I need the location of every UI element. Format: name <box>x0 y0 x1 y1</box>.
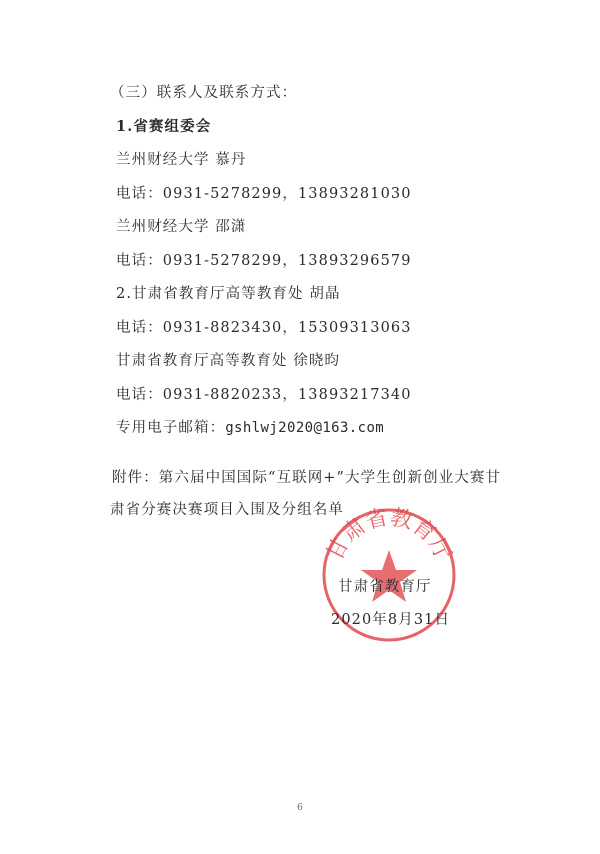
contact-phone-3: 电话：0931-8823430，15309313063 <box>116 320 412 336</box>
page-number: 6 <box>297 803 303 813</box>
contact-person-4: 甘肃省教育厅高等教育处 徐晓昀 <box>116 353 341 369</box>
attachment-line-1: 附件：第六届中国国际“互联网+”大学生创新创业大赛甘 <box>112 470 502 486</box>
contact-phone-2: 电话：0931-5278299，13893296579 <box>116 253 412 269</box>
contact-heading: （三）联系人及联系方式： <box>110 85 298 101</box>
contact-person-2: 兰州财经大学 邵潇 <box>116 219 247 235</box>
signature-org: 甘肃省教育厅 <box>338 579 432 595</box>
attachment-line-2: 肃省分赛决赛项目入围及分组名单 <box>110 502 344 518</box>
contact-phone-4: 电话：0931-8820233，13893217340 <box>116 387 412 403</box>
email-address: gshlwj2020@163.com <box>225 420 385 436</box>
signature-date: 2020年8月31日 <box>331 612 451 628</box>
contact-person-1: 兰州财经大学 慕丹 <box>116 152 247 168</box>
contact-phone-1: 电话：0931-5278299，13893281030 <box>116 186 412 202</box>
seal-text: 甘肃省教育厅 <box>322 505 456 565</box>
org-heading: 1.省赛组委会 <box>116 118 212 135</box>
email-label: 专用电子邮箱： <box>116 420 226 436</box>
email-line <box>116 419 384 437</box>
contact-person-3: 2.甘肃省教育厅高等教育处 胡晶 <box>116 286 341 302</box>
